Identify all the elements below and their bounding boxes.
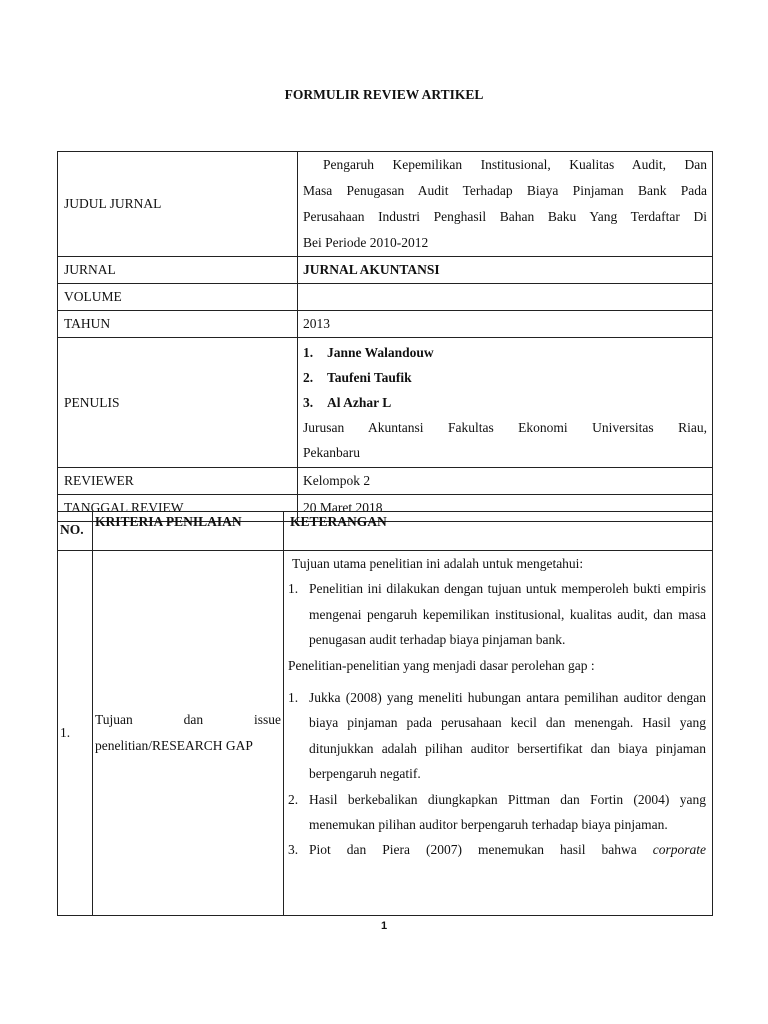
- page-number: 1: [380, 920, 388, 932]
- reviewer-value: Kelompok 2: [298, 468, 713, 495]
- affiliation-line: Pekanbaru: [303, 445, 360, 460]
- header-kriteria: KRITERIA PENILAIAN: [93, 512, 284, 551]
- judul-line: Bei Periode 2010-2012: [303, 235, 429, 250]
- affiliation-line: Jurusan Akuntansi Fakultas Ekonomi Universitas Riau,: [303, 420, 707, 435]
- page-title: FORMULIR REVIEW ARTIKEL: [284, 87, 484, 102]
- judul-line: Pengaruh Kepemilikan Institusional, Kualitas Audit, Dan: [323, 157, 707, 172]
- criteria-header-row: [58, 512, 713, 551]
- judul-line: Masa Penugasan Audit Terhadap Biaya Pinjaman Bank Pada: [303, 183, 707, 198]
- criteria-description: [284, 551, 713, 916]
- tujuan-list: [288, 576, 706, 652]
- tanggal-value: 20 Maret 2018: [298, 495, 713, 522]
- tahun-label: TAHUN: [58, 311, 298, 338]
- criteria-row: [58, 551, 713, 916]
- criteria-table: [57, 511, 713, 916]
- row-tahun: [58, 311, 713, 338]
- criteria-name-line2: penelitian/RESEARCH GAP: [95, 738, 253, 753]
- author-item: 2. Taufeni Taufik: [303, 370, 412, 385]
- author-item: 3. Al Azhar L: [303, 395, 392, 410]
- judul-value: [298, 152, 713, 257]
- row-judul: [58, 152, 713, 257]
- gap-intro: Penelitian-penelitian yang menjadi dasar perolehan gap :: [288, 657, 595, 673]
- row-jurnal: [58, 257, 713, 284]
- criteria-number: 1.: [58, 551, 93, 916]
- tujuan-intro: Tujuan utama penelitian ini adalah untuk mengetahui:: [292, 556, 584, 571]
- list-item: 1. Jukka (2008) yang meneliti hubungan antara pemilihan auditor dengan biaya pinjaman pada perusahaan kecil dan menengah. Hasil yang ditunjukkan adalah pilihan auditor bersertifikat dan biaya pinjaman berpengaruh negatif.: [288, 690, 706, 782]
- volume-value: [298, 284, 713, 311]
- judul-label: JUDUL JURNAL: [58, 152, 298, 257]
- reviewer-label: REVIEWER: [58, 468, 298, 495]
- jurnal-label: JURNAL: [58, 257, 298, 284]
- judul-line: Perusahaan Industri Penghasil Bahan Baku Yang Terdaftar Di: [303, 209, 707, 224]
- tahun-value: 2013: [298, 311, 713, 338]
- list-item: 3. Piot dan Piera (2007) menemukan hasil bahwa corporate: [288, 842, 706, 858]
- row-volume: [58, 284, 713, 311]
- jurnal-value: JURNAL AKUNTANSI: [298, 257, 713, 284]
- volume-label: VOLUME: [58, 284, 298, 311]
- criteria-name: [93, 551, 284, 916]
- row-reviewer: [58, 468, 713, 495]
- penulis-label: PENULIS: [58, 338, 298, 468]
- author-item: 1. Janne Walandouw: [303, 345, 434, 360]
- tanggal-label: TANGGAL REVIEW: [58, 495, 298, 522]
- row-penulis: [58, 338, 713, 468]
- penulis-value: [298, 338, 713, 468]
- header-keterangan: KETERANGAN: [284, 512, 713, 551]
- criteria-name-line1: Tujuan dan issue: [95, 712, 281, 727]
- gap-list: [288, 685, 706, 863]
- list-item: 2. Hasil berkebalikan diungkapkan Pittman dan Fortin (2004) yang menemukan pilihan auditor berpengaruh terhadap biaya pinjaman.: [288, 791, 706, 833]
- author-list: [303, 340, 707, 415]
- article-meta-table: [57, 151, 713, 522]
- list-item: 1. Penelitian ini dilakukan dengan tujuan untuk memperoleh bukti empiris mengenai pengaruh kepemilikan institusional, kualitas audit, dan masa penugasan audit terhadap biaya pinjaman bank.: [288, 581, 706, 648]
- header-no: NO.: [58, 512, 93, 551]
